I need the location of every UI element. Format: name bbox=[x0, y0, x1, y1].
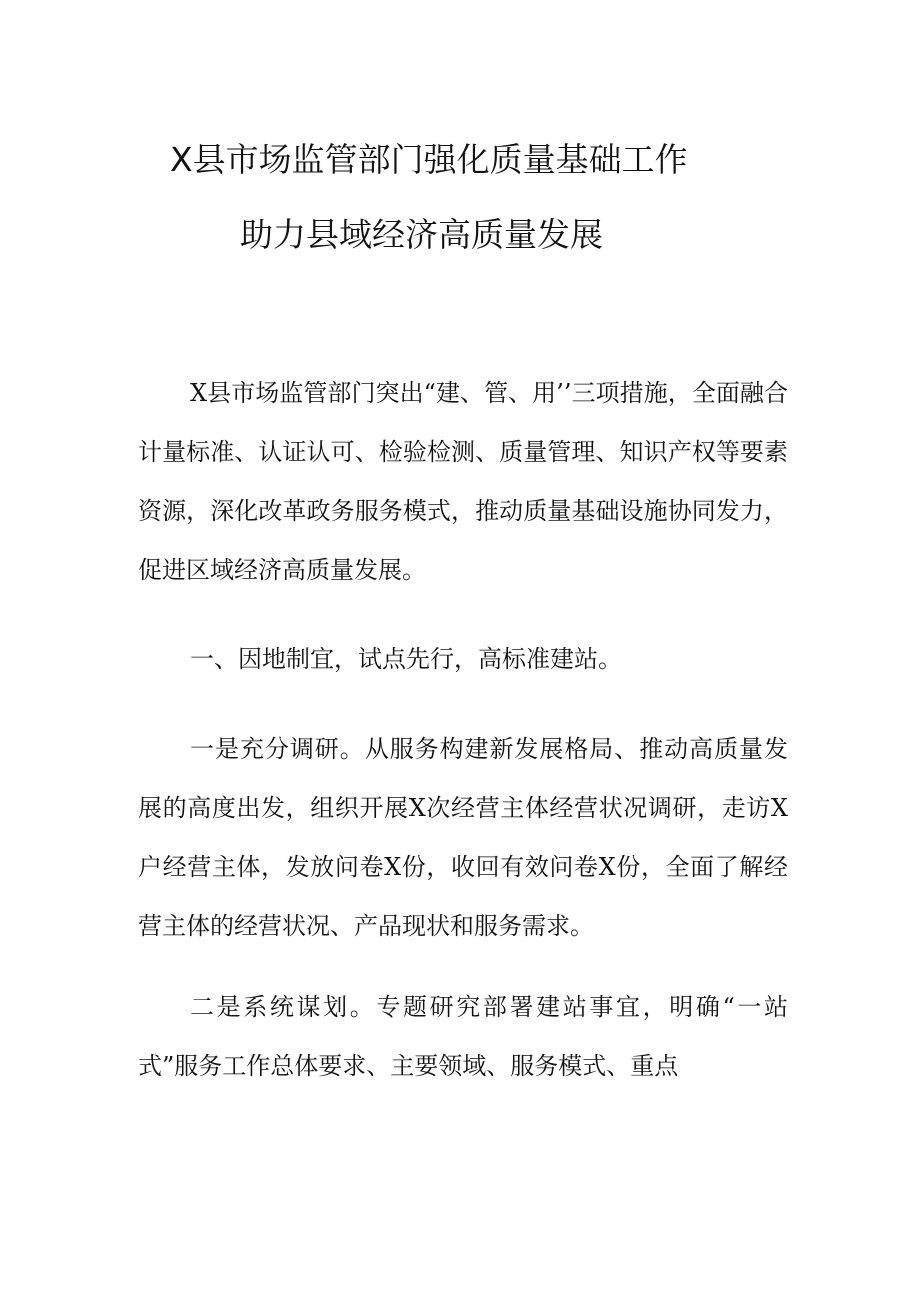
paragraph-planning: 二是系统谋划。专题研究部署建站事宜，明确“一站式”服务工作总体要求、主要领域、服务模式、重点 bbox=[138, 993, 788, 1080]
paragraph-intro: X县市场监管部门突出“建、管、用’’三项措施，全面融合计量标准、认证认可、检验检测、质量管理、知识产权等要素资源，深化改革政务服务模式，推动质量基础设施协同发力，促进区域经济高质量发展。 bbox=[138, 379, 788, 584]
paragraph-research: 一是充分调研。从服务构建新发展格局、推动高质量发展的高度出发，组织开展X次经营主体经营状况调研，走访X户经营主体，发放问卷X份，收回有效问卷X份，全面了解经营主体的经营状况、产品现状和服务需求。 bbox=[138, 735, 788, 940]
paragraph-section-heading: 一、因地制宜，试点先行，高标准建站。 bbox=[190, 645, 622, 673]
document-title-line-2: 助力县域经济高质量发展 bbox=[240, 215, 603, 254]
document-title-line-1: X县市场监管部门强化质量基础工作 bbox=[170, 140, 688, 179]
